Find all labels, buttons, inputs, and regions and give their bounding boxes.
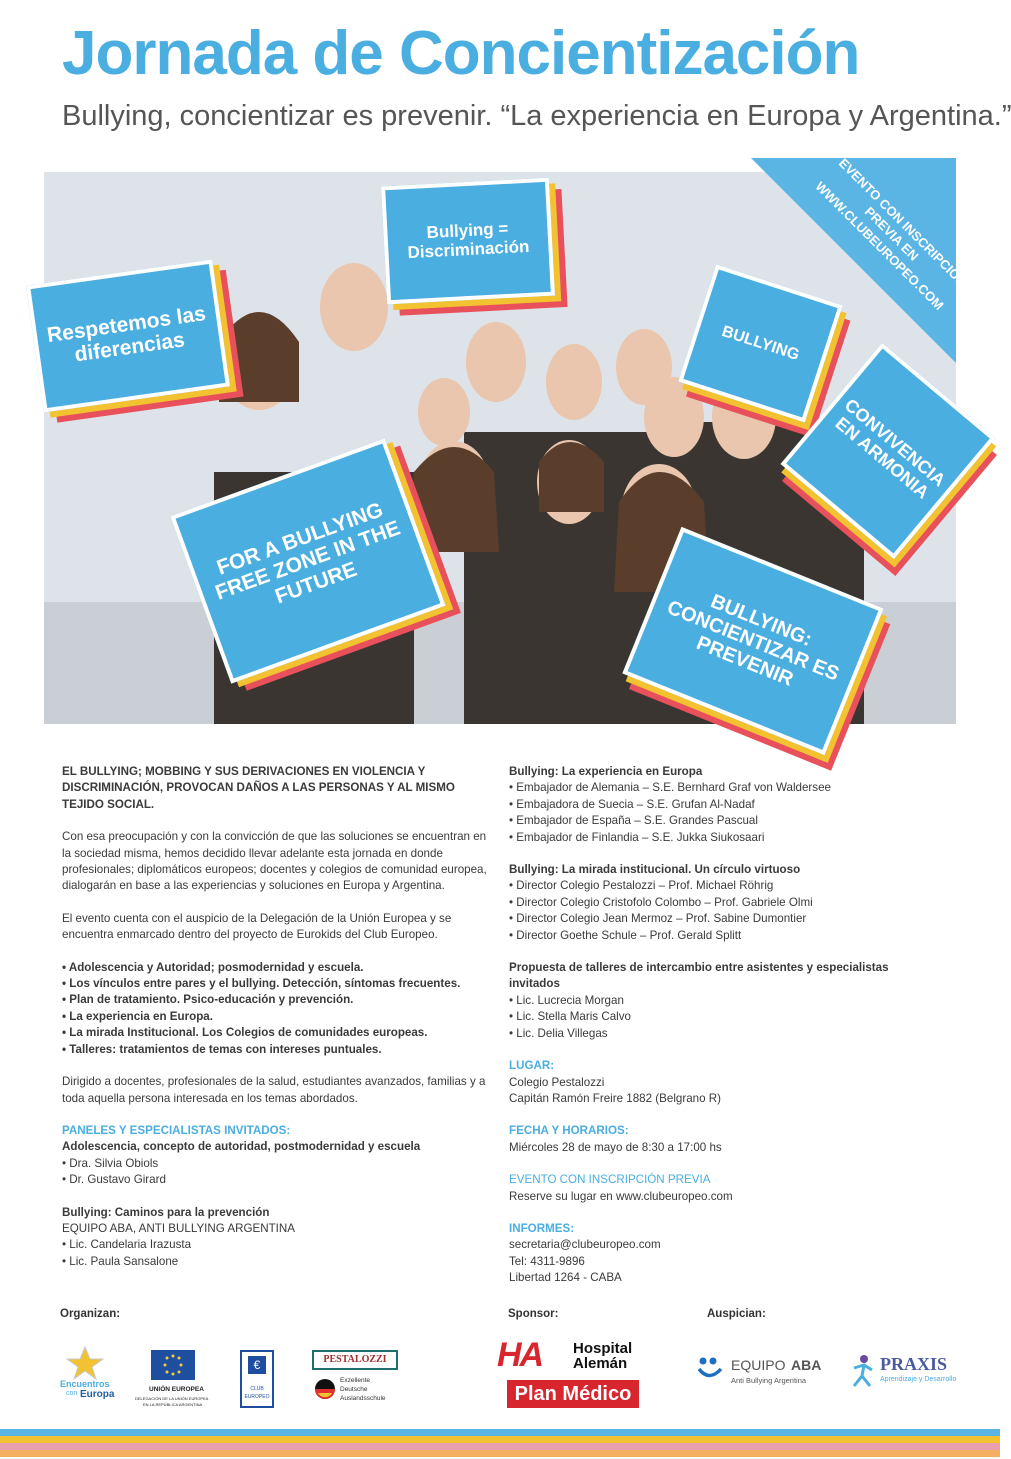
logo-aba-line3: Anti Bullying Argentina (731, 1376, 807, 1385)
talleres-item: • Lic. Delia Villegas (509, 1026, 608, 1040)
intro-paragraph-2: El evento cuenta con el auspicio de la Delegación de la Unión Europea y se encuentra enmarcado dentro del proyecto de Eurokids del Club Europeo. (62, 911, 452, 942)
panel1-item: • Dr. Gustavo Girard (62, 1173, 166, 1187)
corner-ribbon-text: EVENTO CON INSCRIPCIÓN PREVIA EN WWW.CLUBEUROPEO.COM (812, 155, 970, 313)
logo-union-europea (135, 1350, 215, 1410)
logo-pest-line2: Exzellente (340, 1377, 370, 1384)
logo-encuentros-con-europa (60, 1345, 120, 1410)
page-subtitle: Bullying, concientizar es prevenir. “La experiencia en Europa y Argentina.” (62, 100, 1011, 132)
panel2-item: • Lic. Paula Sansalone (62, 1254, 179, 1268)
sign-bullying-discriminacion (381, 178, 555, 305)
logo-equipo-aba (697, 1356, 827, 1392)
auspician-label: Auspician: (707, 1308, 766, 1320)
pestalozzi-emblem-icon (314, 1378, 336, 1400)
logo-encuentros-line2: con (66, 1390, 78, 1397)
sign-respetemos (26, 260, 230, 413)
panel2-item: • Lic. Candelaria Irazusta (62, 1238, 192, 1252)
mirada-item: • Director Colegio Jean Mermoz – Prof. Sabine Dumontier (509, 912, 807, 926)
page-title: Jornada de Concientización (62, 19, 860, 88)
topic-item: • Adolescencia y Autoridad; posmodernidad y escuela. (62, 960, 364, 974)
fecha-heading: FECHA Y HORARIOS: (509, 1124, 629, 1138)
intro-paragraph-1: Con esa preocupación y con la convicción de que las soluciones se encuentran en la sociedad misma, hemos decidido llevar adelante esta jornada en donde profesionales; diplomáticos europeos; docentes y colegios de comunidad europea, dialogarán en base a las experiencias y soluciones en Europa y Argentina. (62, 830, 487, 893)
decorative-stripes (0, 1429, 1000, 1459)
inscripcion-heading: EVENTO CON INSCRIPCIÓN PREVIA (509, 1173, 711, 1187)
informes-email[interactable]: secretaria@clubeuropeo.com (509, 1238, 661, 1252)
praxis-figure-icon (848, 1354, 876, 1388)
logo-praxis-line2: Aprendizaje y Desarrollo (880, 1376, 957, 1383)
right-column (509, 764, 929, 1287)
registration-corner-badge[interactable] (751, 155, 970, 363)
sign-free-zone-text: FOR A BULLYING FREE ZONE IN THE FUTURE (212, 498, 404, 609)
europa-item: • Embajador de España – S.E. Grandes Pascual (509, 814, 758, 828)
logo-hospital-aleman (497, 1336, 647, 1412)
euro-icon: € (248, 1356, 266, 1374)
mirada-title: Bullying: La mirada institucional. Un círculo virtuoso (509, 863, 801, 877)
europa-item: • Embajador de Finlandia – S.E. Jukka Siukosaari (509, 830, 765, 844)
mirada-item: • Director Colegio Cristofolo Colombo – Prof. Gabriele Olmi (509, 895, 813, 909)
audience-paragraph: Dirigido a docentes, profesionales de la salud, estudiantes avanzados, familias y a toda aquella persona interesada en los temas abordados. (62, 1075, 486, 1105)
panel1-title: Adolescencia, concepto de autoridad, postmodernidad y escuela (62, 1140, 421, 1154)
sign-no-bullying-text: BULLYING (719, 322, 802, 364)
sign-bullying-discriminacion-text: Bullying = Discriminación (407, 219, 530, 263)
star-icon (65, 1345, 105, 1380)
logo-aba-line2: ABA (791, 1357, 822, 1373)
logo-praxis (848, 1354, 968, 1394)
logo-club-europeo (240, 1350, 274, 1408)
logo-praxis-line1: PRAXIS (880, 1354, 948, 1374)
sign-respetemos-text: Respetemos las diferencias (45, 302, 208, 367)
logo-club-line2: EUROPEO (244, 1394, 270, 1400)
europa-item: • Embajadora de Suecia – S.E. Grufan Al-Nadaf (509, 797, 755, 811)
logo-ha-line1: Hospital (573, 1340, 633, 1357)
logo-ha-mark: HA (497, 1336, 543, 1374)
topic-item: • Talleres: tratamientos de temas con intereses puntuales. (62, 1042, 382, 1056)
logo-pestalozzi (312, 1350, 398, 1410)
stripe-yellow (0, 1436, 1000, 1443)
topic-item: • Los vínculos entre pares y el bullying. Detección, síntomas frecuentes. (62, 977, 461, 991)
logo-aba-line1: EQUIPO (731, 1357, 786, 1373)
panel2-title: Bullying: Caminos para la prevención (62, 1205, 270, 1219)
logo-ue-line3: EN LA REPÚBLICA ARGENTINA (143, 1402, 203, 1407)
topic-item: • La mirada Institucional. Los Colegios de comunidades europeas. (62, 1026, 428, 1040)
europa-item: • Embajador de Alemania – S.E. Bernhard Graf von Waldersee (509, 781, 831, 795)
eu-flag-icon (151, 1350, 195, 1380)
lugar-line: Capitán Ramón Freire 1882 (Belgrano R) (509, 1091, 722, 1105)
logo-pest-line3: Deutsche (340, 1386, 368, 1393)
paneles-heading: PANELES Y ESPECIALISTAS INVITADOS: (62, 1123, 291, 1137)
informes-phone: Tel: 4311-9896 (509, 1254, 585, 1268)
talleres-item: • Lic. Lucrecia Morgan (509, 993, 624, 1007)
topic-item: • La experiencia en Europa. (62, 1009, 213, 1023)
logo-pest-line4: Auslandsschule (340, 1395, 386, 1402)
logo-ha-plan: Plan Médico (507, 1380, 639, 1408)
organizan-label: Organizan: (60, 1308, 121, 1320)
stripe-orange (0, 1450, 1000, 1457)
mirada-item: • Director Colegio Pestalozzi – Prof. Michael Röhrig (509, 879, 774, 893)
logo-ue-line2: DELEGACIÓN DE LA UNIÓN EUROPEA (135, 1396, 209, 1401)
sign-concientizar-text: BULLYING: CONCIENTIZAR ES PREVENIR (663, 590, 843, 691)
lugar-line: Colegio Pestalozzi (509, 1075, 605, 1089)
aba-smile-icon (697, 1356, 725, 1382)
intro-heading: EL BULLYING; MOBBING Y SUS DERIVACIONES EN VIOLENCIA Y DISCRIMINACIÓN, PROVOCAN DAÑOS A LAS PERSONAS Y AL MISMO TEJIDO SOCIAL. (62, 765, 455, 811)
stripe-pink (0, 1443, 1000, 1450)
lugar-heading: LUGAR: (509, 1059, 555, 1073)
fecha-line: Miércoles 28 de mayo de 8:30 a 17:00 hs (509, 1140, 722, 1154)
sponsor-label: Sponsor: (508, 1308, 559, 1320)
mirada-item: • Director Goethe Schule – Prof. Gerald Splitt (509, 928, 742, 942)
informes-heading: INFORMES: (509, 1221, 575, 1235)
logo-pest-title: PESTALOZZI (312, 1350, 398, 1370)
europa-title: Bullying: La experiencia en Europa (509, 765, 703, 778)
talleres-title: Propuesta de talleres de intercambio entre asistentes y especialistas invitados (509, 961, 889, 991)
logo-encuentros-line1: Encuentros (60, 1379, 110, 1389)
topic-item: • Plan de tratamiento. Psico-educación y prevención. (62, 993, 354, 1007)
logo-ha-line2: Alemán (573, 1355, 628, 1372)
logo-ue-title: UNIÓN EUROPEA (149, 1386, 204, 1393)
panel1-item: • Dra. Silvia Obiols (62, 1156, 159, 1170)
logo-club-line1: CLUB (250, 1386, 264, 1392)
left-column (62, 764, 487, 1270)
talleres-item: • Lic. Stella Maris Calvo (509, 1010, 631, 1024)
stripe-blue (0, 1429, 1000, 1436)
sign-convivencia-text: CONVIVENCIA EN ARMONIA (831, 394, 950, 503)
logo-encuentros-line3: Europa (80, 1389, 115, 1400)
inscripcion-line[interactable]: Reserve su lugar en www.clubeuropeo.com (509, 1189, 733, 1203)
panel2-subtitle: EQUIPO ABA, ANTI BULLYING ARGENTINA (62, 1221, 296, 1235)
informes-address: Libertad 1264 - CABA (509, 1271, 622, 1285)
